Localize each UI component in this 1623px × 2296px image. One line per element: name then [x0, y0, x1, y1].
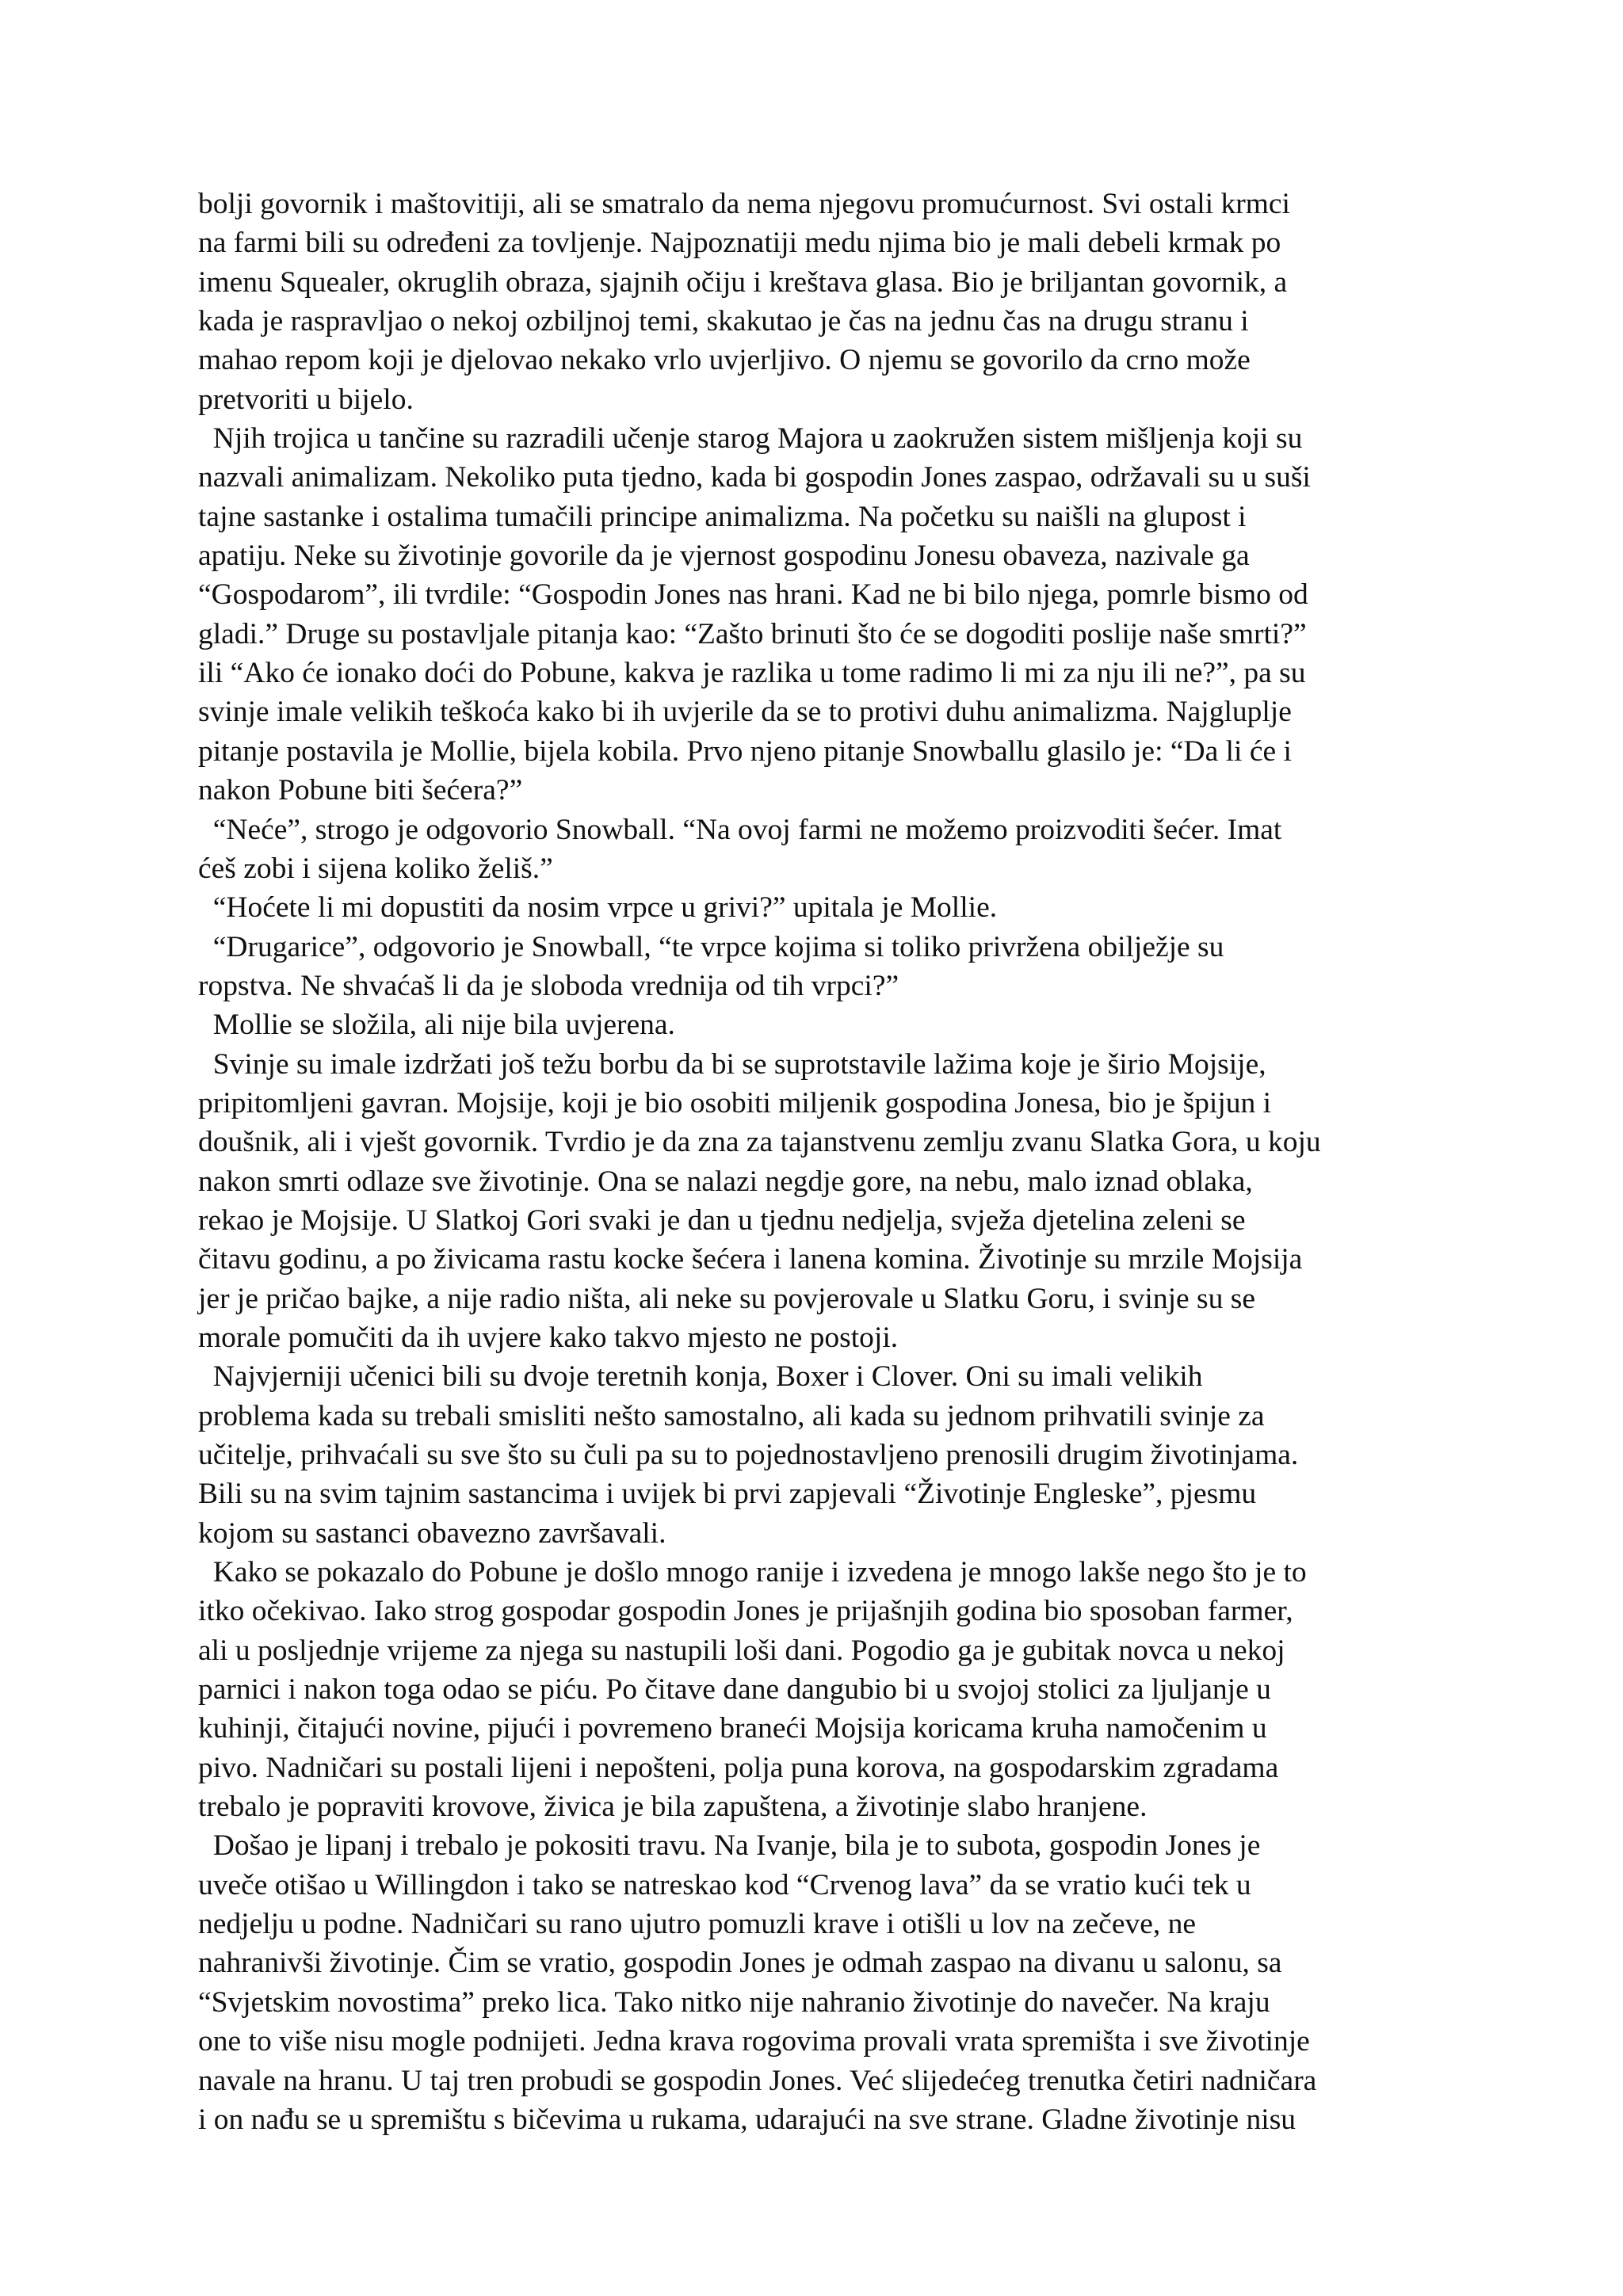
text-line: Najvjerniji učenici bili su dvoje teretnih konja, Boxer i Clover. Oni su imali velikih	[198, 1360, 1203, 1394]
text-line: problema kada su trebali smisliti nešto samostalno, ali kada su jednom prihvatili svinje za	[198, 1399, 1265, 1432]
text-line: rekao je Mojsije. U Slatkoj Gori svaki je dan u tjednu nedjelja, svježa djetelina zeleni se	[198, 1203, 1246, 1237]
text-line: “Neće”, strogo je odgovorio Snowball. “Na ovoj farmi ne možemo proizvoditi šećer. Imat	[198, 813, 1282, 846]
text-line: nahranivši životinje. Čim se vratio, gospodin Jones je odmah zaspao na divanu u salonu, sa	[198, 1947, 1282, 1980]
text-line: one to više nisu mogle podnijeti. Jedna krava rogovima provali vrata spremišta i sve životinje	[198, 2025, 1310, 2058]
text-line: Došao je lipanj i trebalo je pokositi travu. Na Ivanje, bila je to subota, gospodin Jones je	[198, 1829, 1261, 1863]
text-line: nakon Pobune biti šećera?”	[198, 774, 523, 807]
text-line: trebalo je popraviti krovove, živica je bila zapuštena, a životinje slabo hranjene.	[198, 1791, 1148, 1824]
text-line: i on nađu se u spremištu s bičevima u rukama, udarajući na sve strane. Gladne životinje nisu	[198, 2103, 1296, 2136]
text-line: na farmi bili su određeni za tovljenje. Najpoznatiji medu njima bio je mali debeli krmak po	[198, 227, 1281, 260]
text-line: uveče otišao u Willingdon i tako se natreskao kod “Crvenog lava” da se vratio kući tek u	[198, 1868, 1251, 1901]
text-line: kojom su sastanci obavezno završavali.	[198, 1516, 666, 1550]
text-line: gladi.” Druge su postavljale pitanja kao: “Zašto brinuti što će se dogoditi poslije naše smrti?”	[198, 617, 1307, 650]
text-line: kada je raspravljao o nekoj ozbiljnoj temi, skakutao je čas na jednu čas na drugu stranu i	[198, 305, 1249, 338]
text-line: Mollie se složila, ali nije bila uvjerena.	[198, 1009, 675, 1042]
text-line: kuhinji, čitajući novine, pijući i povremeno braneći Mojsija koricama kruha namočenim u	[198, 1712, 1267, 1745]
text-line: Svinje su imale izdržati još težu borbu da bi se suprotstavile lažima koje je širio Mojsije,	[198, 1047, 1266, 1081]
text-line: imenu Squealer, okruglih obraza, sjajnih očiju i kreštava glasa. Bio je briljantan govornik, a	[198, 265, 1288, 299]
text-line: tajne sastanke i ostalima tumačili principe animalizma. Na početku su naišli na glupost i	[198, 500, 1247, 533]
text-line: jer je pričao bajke, a nije radio ništa, ali neke su povjerovale u Slatku Goru, i svinje su se	[198, 1282, 1255, 1315]
text-line: Njih trojica u tančine su razradili učenje starog Majora u zaokružen sistem mišljenja koji su	[198, 422, 1303, 456]
text-line: apatiju. Neke su životinje govorile da je vjernost gospodinu Jonesu obaveza, nazivale ga	[198, 540, 1250, 573]
text-line: morale pomučiti da ih uvjere kako takvo mjesto ne postoji.	[198, 1321, 899, 1354]
text-line: pripitomljeni gavran. Mojsije, koji je bio osobiti miljenik gospodina Jonesa, bio je špijun i	[198, 1086, 1272, 1119]
text-line: nakon smrti odlaze sve životinje. Ona se nalazi negdje gore, na nebu, malo iznad oblaka,	[198, 1165, 1253, 1198]
text-line: ili “Ako će ionako doći do Pobune, kakva je razlika u tome radimo li mi za nju ili ne?”, pa su	[198, 657, 1306, 690]
text-line: parnici i nakon toga odao se piću. Po čitave dane dangubio bi u svojoj stolici za ljuljanje u	[198, 1673, 1271, 1707]
text-line: ropstva. Ne shvaćaš li da je sloboda vrednija od tih vrpci?”	[198, 969, 899, 1002]
text-line: “Hoćete li mi dopustiti da nosim vrpce u grivi?” upitala je Mollie.	[198, 891, 998, 925]
text-line: pretvoriti u bijelo.	[198, 383, 414, 416]
text-line: čitavu godinu, a po živicama rastu kocke šećera i lanena komina. Životinje su mrzile Mojsija	[198, 1243, 1303, 1276]
text-line: mahao repom koji je djelovao nekako vrlo uvjerljivo. O njemu se govorilo da crno može	[198, 344, 1251, 377]
text-line: pivo. Nadničari su postali lijeni i nepošteni, polja puna korova, na gospodarskim zgradama	[198, 1751, 1279, 1784]
text-line: itko očekivao. Iako strog gospodar gospodin Jones je prijašnjih godina bio sposoban farmer,	[198, 1595, 1293, 1628]
text-line: bolji govornik i maštovitiji, ali se smatralo da nema njegovu promućurnost. Svi ostali krmci	[198, 188, 1290, 220]
text-line: “Drugarice”, odgovorio je Snowball, “te vrpce kojima si toliko privržena obilježje su	[198, 930, 1224, 963]
text-line: nedjelju u podne. Nadničari su rano ujutro pomuzli krave i otišli u lov na zečeve, ne	[198, 1908, 1196, 1941]
body-text	[198, 185, 1434, 2139]
text-line: doušnik, ali i vješt govornik. Tvrdio je da zna za tajanstvenu zemlju zvanu Slatka Gora, u koju	[198, 1126, 1321, 1159]
text-line: nazvali animalizam. Nekoliko puta tjedno, kada bi gospodin Jones zaspao, održavali su u suši	[198, 461, 1311, 494]
text-line: učitelje, prihvaćali su sve što su čuli pa su to pojednostavljeno prenosili drugim životinjama.	[198, 1439, 1299, 1471]
text-line: Bili su na svim tajnim sastancima i uvijek bi prvi zapjevali “Životinje Engleske”, pjesmu	[198, 1478, 1257, 1511]
text-line: svinje imale velikih teškoća kako bi ih uvjerile da se to protivi duhu animalizma. Najgluplje	[198, 696, 1292, 729]
text-line: pitanje postavila je Mollie, bijela kobila. Prvo njeno pitanje Snowballu glasilo je: “Da li će i	[198, 734, 1292, 768]
text-line: “Gospodarom”, ili tvrdile: “Gospodin Jones nas hrani. Kad ne bi bilo njega, pomrle bismo od	[198, 578, 1308, 612]
text-line: navale na hranu. U taj tren probudi se gospodin Jones. Već slijedećeg trenutka četiri nadničara	[198, 2064, 1317, 2097]
text-line: “Svjetskim novostima” preko lica. Tako nitko nije nahranio životinje do navečer. Na kraju	[198, 1985, 1270, 2019]
text-line: ali u posljednje vrijeme za njega su nastupili loši dani. Pogodio ga je gubitak novca u nekoj	[198, 1634, 1285, 1667]
text-line: Kako se pokazalo do Pobune je došlo mnogo ranije i izvedena je mnogo lakše nego što je to	[198, 1556, 1307, 1589]
text-line: ćeš zobi i sijena koliko želiš.”	[198, 852, 553, 885]
